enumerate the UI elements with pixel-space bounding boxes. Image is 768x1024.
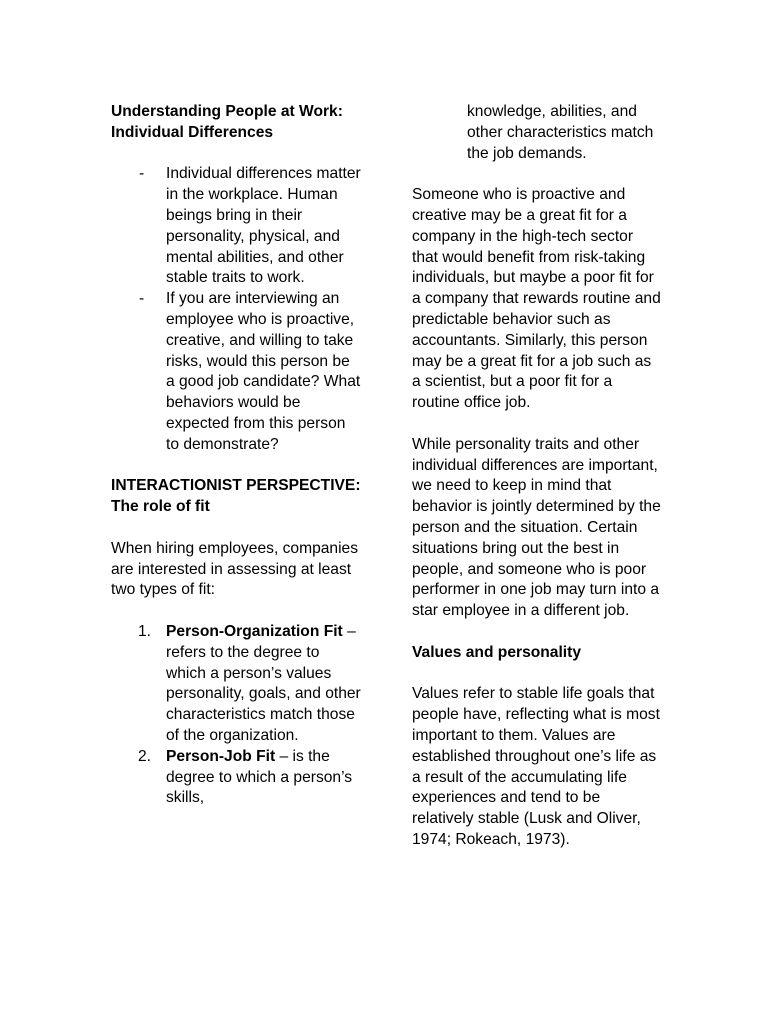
list-continuation: knowledge, abilities, and other characteristics match the job demands. [467,103,654,162]
numbered-item [111,622,361,747]
body-paragraph: While personality traits and other individual differences are important, we need to keep in mind that behavior is jointly determined by the person and the situation. Certain situations bring out the best in people, and someone who is poor performer in one job may turn into a star employee in a different job. [412,435,661,620]
spacer [111,601,361,622]
section-heading: Values and personality [412,643,581,661]
item-term: Person-Organization Fit [166,622,343,640]
spacer [412,414,662,435]
item-number: 2. [138,747,152,765]
intro-paragraph: When hiring employees, companies are interested in assessing at least two types of fit: [111,539,359,599]
left-column [111,102,361,809]
item-number: 1. [138,622,152,640]
section-heading: INTERACTIONIST PERSPECTIVE: The role of fit [111,477,361,516]
document-title: Understanding People at Work: Individual Differences [111,103,343,141]
spacer [412,664,662,685]
body-paragraph: Values refer to stable life goals that people have, reflecting what is most important to them. Values are established throughout one’s life as a result of the accumulating life experiences and tend to be relatively stable (Lusk and Oliver, 1974; Rokeach, 1973). [412,685,660,848]
item-text: – is the degree to which a person’s skills, [166,747,353,807]
right-column [412,102,662,851]
bullet-item [111,289,361,455]
spacer [111,518,361,539]
bullet-text: If you are interviewing an employee who is proactive, creative, and willing to take risks, would this person be a good job candidate? What behaviors would be expected from this person to demonstrate? [166,290,361,453]
bullet-item [111,164,361,289]
bullet-text: Individual differences matter in the workplace. Human beings bring in their personality, physical, and mental abilities, and other stable traits to work. [166,165,361,287]
bullet-marker: - [139,165,145,183]
item-term: Person-Job Fit [166,747,276,765]
spacer [412,622,662,643]
spacer [111,144,361,165]
numbered-item [111,747,361,809]
bullet-marker: - [139,290,145,308]
spacer [412,164,662,185]
item-text: – refers to the degree to which a person’s values personality, goals, and other characteristics match those of the organization. [166,622,361,744]
body-paragraph: Someone who is proactive and creative may be a great fit for a company in the high-tech sector that would benefit from risk-taking individuals, but maybe a poor fit for a company that rewards routine and predictable behavior such as accountants. Similarly, this person may be a great fit for a job such as a scientist, but a poor fit for a routine office job. [412,186,661,412]
spacer [111,456,361,477]
